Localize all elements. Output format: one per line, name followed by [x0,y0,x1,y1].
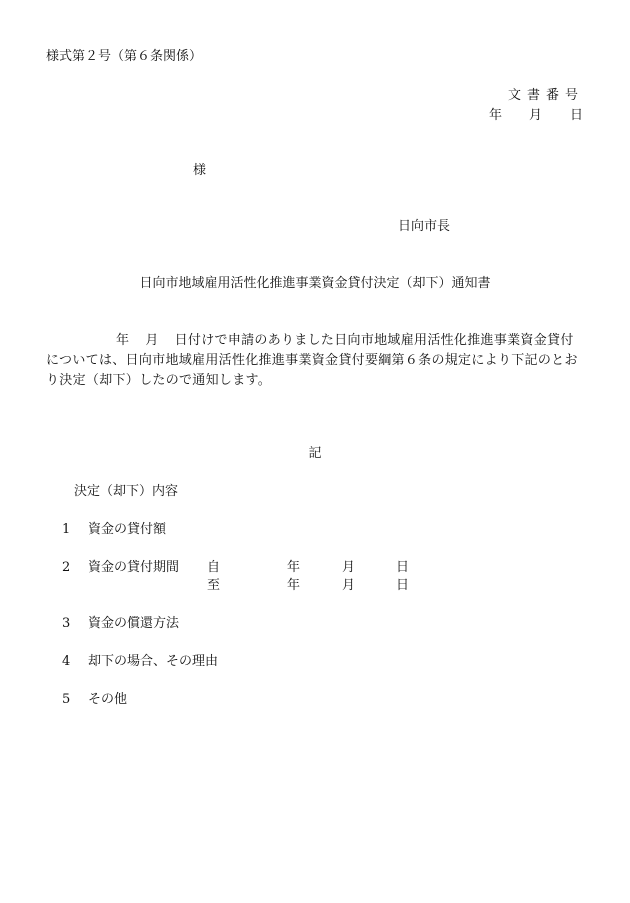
period-to-year: 年 [287,578,301,593]
body-paragraph [46,331,586,391]
period-from-label: 自 [207,560,221,575]
item-number: 4 [62,654,71,669]
period-from-month: 月 [342,560,356,575]
date-year-label: 年 [489,108,503,123]
body-year-label: 年 [116,333,130,348]
document-number-label: 文書番号 [507,88,584,103]
contents-heading: 決定（却下）内容 [74,484,179,499]
period-from-year: 年 [287,560,301,575]
item-number: 5 [62,692,71,707]
item-label: 資金の貸付額 [88,522,167,537]
list-item [62,559,179,577]
date-month-label: 月 [529,108,543,123]
body-text: 日付けで申請のありました日向市地域雇用活性化推進事業資金貸付については、日向市地域雇用活性化推進事業資金貸付要綱第６条の規定により下記のとおり決定（却下）したので通知します。 [46,333,578,388]
item-label: 資金の償還方法 [88,616,180,631]
body-month-label: 月 [145,333,159,348]
item-number: 2 [62,560,71,575]
form-label: 様式第２号（第６条関係） [46,49,203,64]
list-item [62,615,179,633]
list-item [62,691,127,709]
sender-name: 日向市長 [398,219,451,234]
document-title: 日向市地域雇用活性化推進事業資金貸付決定（却下）通知書 [139,276,491,291]
period-to-label: 至 [207,578,221,593]
date-day-label: 日 [570,108,584,123]
item-label: その他 [88,692,128,707]
list-item [62,521,166,539]
item-label: 却下の場合、その理由 [88,654,219,669]
ki-heading: 記 [308,446,322,461]
item-number: 3 [62,616,71,631]
recipient-suffix: 様 [193,163,207,178]
item-number: 1 [62,522,71,537]
list-item [62,653,218,671]
period-to-day: 日 [396,578,410,593]
period-to-month: 月 [342,578,356,593]
period-from-day: 日 [396,560,410,575]
item-label: 資金の貸付期間 [88,560,180,575]
